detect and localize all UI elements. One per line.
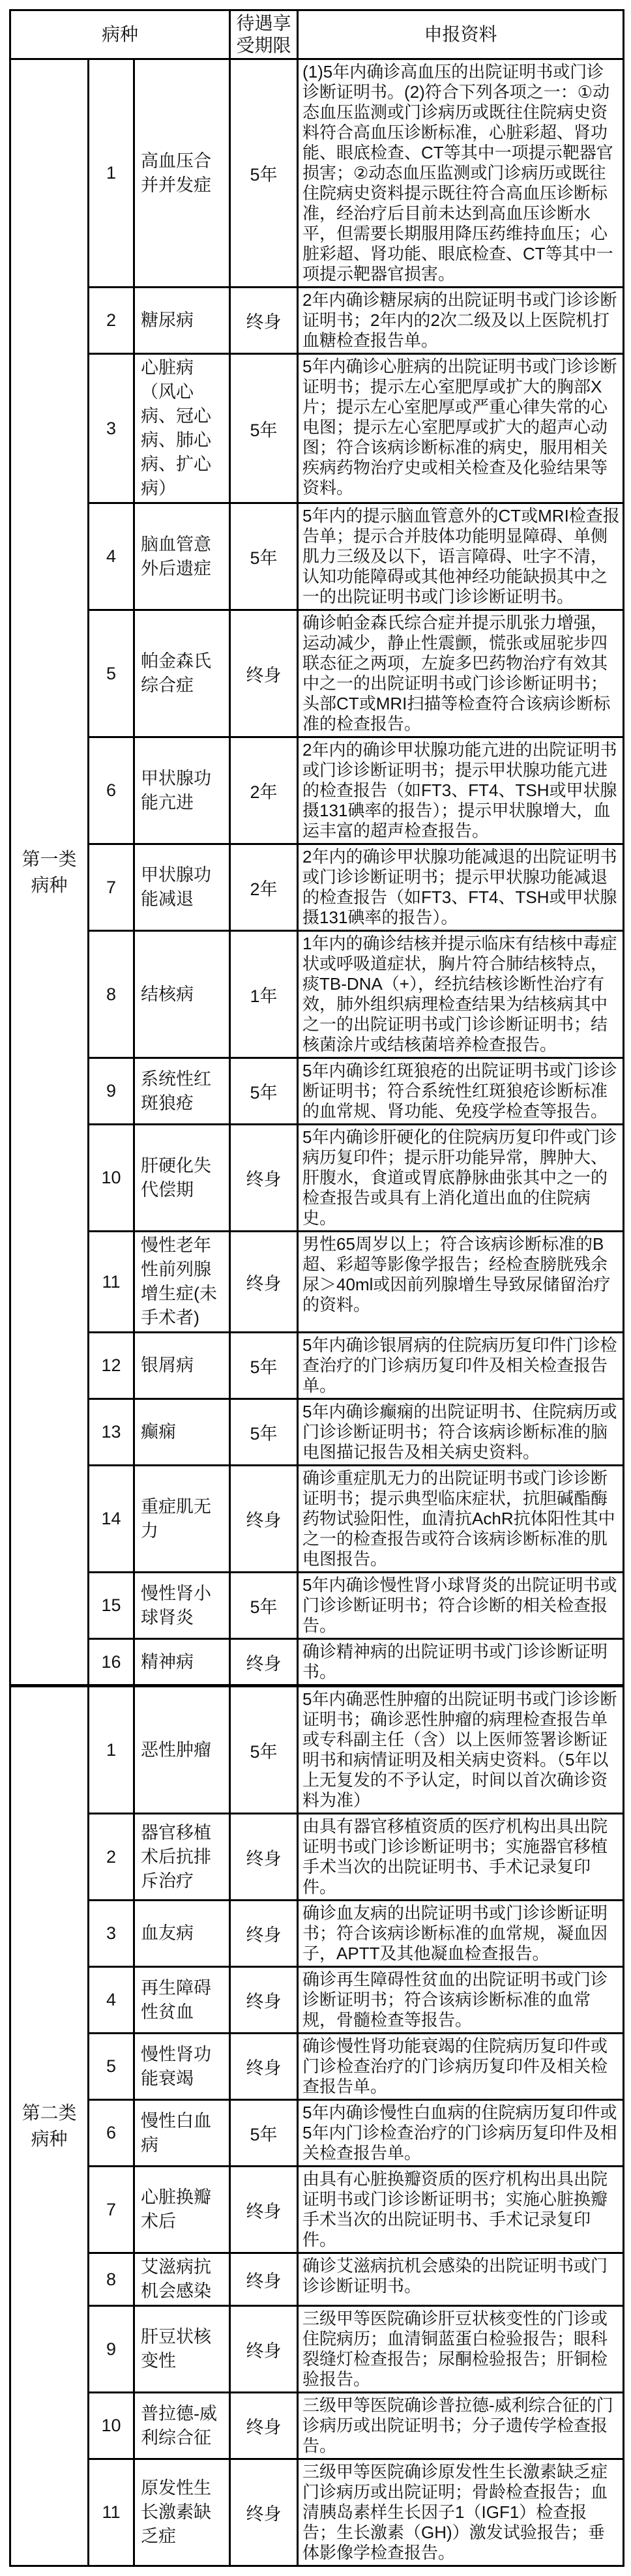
disease-name: 再生障碍性贫血	[134, 1967, 230, 2034]
header-benefit-period: 待遇享受期限	[230, 10, 298, 59]
benefit-period: 终身	[230, 2034, 298, 2100]
disease-name: 糖尿病	[134, 288, 230, 354]
benefit-period: 终身	[230, 2253, 298, 2306]
disease-name: 慢性老年性前列腺增生症(未手术者)	[134, 1232, 230, 1333]
row-number: 14	[89, 1466, 134, 1573]
category-cell	[10, 1686, 89, 2566]
row-number: 6	[89, 2100, 134, 2167]
disease-name: 慢性肾功能衰竭	[134, 2034, 230, 2100]
row-number: 9	[89, 1058, 134, 1125]
benefit-period: 终身	[230, 610, 298, 737]
row-number: 10	[89, 1125, 134, 1232]
application-material: 5年内的提示脑血管意外的CT或MRI检查报告单；提示合并肢体功能明显障碍、单侧肌力三级及以下，语言障碍、吐字不清，认知功能障碍或其他神经功能缺损其中之一的出院证明书或门诊诊断证明书。	[298, 503, 624, 610]
row-number: 1	[89, 1686, 134, 1814]
disease-name: 癫痫	[134, 1399, 230, 1466]
application-material: 确诊艾滋病抗机会感染的出院证明书或门诊诊断证明书。	[298, 2253, 624, 2306]
application-material: 5年内确诊癫痫的出院证明书、住院病历或门诊诊断证明书；符合该病诊断标准的脑电图描记报告及相关病史资料。	[298, 1399, 624, 1466]
table-row	[10, 354, 624, 503]
row-number: 4	[89, 1967, 134, 2034]
table-row	[10, 2253, 624, 2306]
application-material: 5年内确诊慢性白血病的住院病历复印件或5年内门诊检查治疗的门诊病历复印件及相关检查报告单。	[298, 2100, 624, 2167]
application-material: 由具有心脏换瓣资质的医疗机构出具出院证明书或门诊诊断证明书；实施心脏换瓣手术当次的出院证明书、手术记录复印件。	[298, 2167, 624, 2253]
table-row	[10, 610, 624, 737]
benefit-period: 终身	[230, 1967, 298, 2034]
row-number: 7	[89, 844, 134, 931]
table-row	[10, 2393, 624, 2459]
header-row	[10, 10, 624, 59]
disease-name: 慢性肾小球肾炎	[134, 1573, 230, 1639]
row-number: 11	[89, 2459, 134, 2566]
benefit-period: 5年	[230, 1333, 298, 1399]
row-number: 2	[89, 288, 134, 354]
benefit-period: 5年	[230, 1686, 298, 1814]
category-label: 第一类病种	[22, 848, 77, 895]
benefit-period: 5年	[230, 1573, 298, 1639]
disease-name: 银屑病	[134, 1333, 230, 1399]
table-row	[10, 288, 624, 354]
application-material: 1年内的确诊结核并提示临床有结核中毒症状或呼吸道症状，胸片符合肺结核特点，痰TB-DNA（+），经抗结核诊断性治疗有效，肺外组织病理检查结果为结核病其中之一的出院证明书或门诊诊断证明书；结核菌涂片或结核菌培养检查报告。	[298, 931, 624, 1058]
row-number: 8	[89, 2253, 134, 2306]
disease-table	[9, 9, 624, 2567]
disease-name: 精神病	[134, 1639, 230, 1686]
benefit-period: 5年	[230, 2100, 298, 2167]
disease-name: 艾滋病抗机会感染	[134, 2253, 230, 2306]
disease-name: 帕金森氏综合症	[134, 610, 230, 737]
row-number: 10	[89, 2393, 134, 2459]
disease-name: 甲状腺功能减退	[134, 844, 230, 931]
application-material: 确诊慢性肾功能衰竭的住院病历复印件或门诊检查治疗的门诊病历复印件及相关检查报告单。	[298, 2034, 624, 2100]
application-material: 5年内确诊银屑病的住院病历复印件门诊检查治疗的门诊病历复印件及相关检查报告单。	[298, 1333, 624, 1399]
disease-name: 普拉德-威利综合征	[134, 2393, 230, 2459]
disease-name: 甲状腺功能亢进	[134, 737, 230, 844]
row-number: 11	[89, 1232, 134, 1333]
table-row	[10, 931, 624, 1058]
benefit-period: 1年	[230, 931, 298, 1058]
benefit-period: 5年	[230, 59, 298, 288]
disease-name: 原发性生长激素缺乏症	[134, 2459, 230, 2566]
application-material: 三级甲等医院确诊肝豆状核变性的门诊或住院病历；血清铜蓝蛋白检验报告；眼科裂缝灯检查报告；尿酮检验报告；肝铜检验报告。	[298, 2306, 624, 2393]
table-row	[10, 1639, 624, 1686]
table-row	[10, 2034, 624, 2100]
application-material: (1)5年内确诊高血压的出院证明书或门诊诊断证明书。(2)符合下列各项之一：①动态血压监测或门诊病历或既往住院病史资料符合高血压诊断标准，心脏彩超、肾功能、眼底检查、CT等其中一项提示靶器官损害；②动态血压监测或门诊病历或既往住院病史资料提示既往符合高血压诊断标准，经治疗后目前未达到高血压诊断水平，但需要长期服用降压药维持血压；心脏彩超、肾功能、眼底检查、CT等其中一项提示靶器官损害。	[298, 59, 624, 288]
disease-name: 器官移植术后抗排斥治疗	[134, 1814, 230, 1901]
application-material: 2年内的确诊甲状腺功能减退的出院证明书或门诊诊断证明书；提示甲状腺功能减退的检查报告（如FT3、FT4、TSH或甲状腺摄131碘率的报告）。	[298, 844, 624, 931]
table-row	[10, 1125, 624, 1232]
disease-name: 心脏病（风心病、冠心病、肺心病、扩心病）	[134, 354, 230, 503]
benefit-period: 终身	[230, 1639, 298, 1686]
application-material: 5年内确诊肝硬化的住院病历复印件或门诊病历复印件；提示肝功能异常，脾肿大、肝腹水，食道或胃底静脉曲张其中之一的检查报告或具有上消化道出血的住院病史。	[298, 1125, 624, 1232]
benefit-period: 5年	[230, 354, 298, 503]
application-material: 确诊帕金森氏综合症并提示肌张力增强，运动减少，静止性震颤，慌张或屈驼步四联态征之两项，左旋多巴药物治疗有效其中之一的出院证明书或门诊诊断证明书；头部CT或MRI扫描等检查符合该病诊断标准的检查报告。	[298, 610, 624, 737]
table-row	[10, 737, 624, 844]
header-disease-group: 病种	[10, 10, 230, 59]
disease-name: 肝硬化失代偿期	[134, 1125, 230, 1232]
application-material: 5年内确诊心脏病的出院证明书或门诊诊断证明书；提示左心室肥厚或扩大的胸部X片；提示左心室肥厚或严重心律失常的心电图；提示左心室肥厚或扩大的超声心动图；符合该病诊断标准的病史，服用相关疾病药物治疗史或相关检查及化验结果等资料。	[298, 354, 624, 503]
application-material: 由具有器官移植资质的医疗机构出具出院证明书或门诊诊断证明书；实施器官移植手术当次的出院证明书、手术记录复印件。	[298, 1814, 624, 1901]
row-number: 8	[89, 931, 134, 1058]
benefit-period: 5年	[230, 503, 298, 610]
disease-name: 肝豆状核变性	[134, 2306, 230, 2393]
disease-name: 重症肌无力	[134, 1466, 230, 1573]
row-number: 1	[89, 59, 134, 288]
table-row	[10, 2459, 624, 2566]
row-number: 5	[89, 610, 134, 737]
table-row	[10, 1967, 624, 2034]
table-header	[10, 10, 624, 59]
benefit-period: 终身	[230, 1814, 298, 1901]
table-row	[10, 1901, 624, 1967]
benefit-period: 终身	[230, 2306, 298, 2393]
application-material: 确诊血友病的出院证明书或门诊诊断证明书；符合该病诊断标准的血常规，凝血因子，APTT及其他凝血检查报告。	[298, 1901, 624, 1967]
application-material: 男性65周岁以上；符合该病诊断标准的B超、彩超等影像学报告；经检查膀胱残余尿＞40ml或因前列腺增生导致尿储留治疗的资料。	[298, 1232, 624, 1333]
table-row	[10, 1399, 624, 1466]
benefit-period: 终身	[230, 2459, 298, 2566]
benefit-period: 终身	[230, 288, 298, 354]
application-material: 三级甲等医院确诊普拉德-威利综合征的门诊病历或出院证明书；分子遗传学检查报告。	[298, 2393, 624, 2459]
application-material: 确诊重症肌无力的出院证明书或门诊诊断证明书；提示典型临床症状，抗胆碱酯酶药物试验阳性，血清抗AchR抗体阳性其中之一的检查报告或符合该病诊断标准的肌电图报告。	[298, 1466, 624, 1573]
table-row	[10, 1466, 624, 1573]
disease-name: 结核病	[134, 931, 230, 1058]
benefit-period: 终身	[230, 1901, 298, 1967]
benefit-period: 终身	[230, 1232, 298, 1333]
row-number: 13	[89, 1399, 134, 1466]
table-row	[10, 1814, 624, 1901]
row-number: 3	[89, 354, 134, 503]
disease-name: 高血压合并并发症	[134, 59, 230, 288]
table-row	[10, 1333, 624, 1399]
table-row	[10, 59, 624, 288]
row-number: 15	[89, 1573, 134, 1639]
application-material: 2年内确诊糖尿病的出院证明书或门诊诊断证明书；2年内的2次二级及以上医院机打血糖检查报告单。	[298, 288, 624, 354]
row-number: 12	[89, 1333, 134, 1399]
row-number: 9	[89, 2306, 134, 2393]
application-material: 三级甲等医院确诊原发性生长激素缺乏症门诊病历或出院证明；骨龄检查报告；血清胰岛素样生长因子1（IGF1）检查报告；生长激素（GH)）激发试验报告；垂体影像学检查报告。	[298, 2459, 624, 2566]
table-row	[10, 844, 624, 931]
disease-name: 脑血管意外后遗症	[134, 503, 230, 610]
application-material: 5年内确诊红斑狼疮的出院证明书或门诊诊断证明书；符合系统性红斑狼疮诊断标准的血常规、肾功能、免疫学检查等报告。	[298, 1058, 624, 1125]
benefit-period: 终身	[230, 2167, 298, 2253]
row-number: 5	[89, 2034, 134, 2100]
table-row	[10, 1573, 624, 1639]
benefit-period: 2年	[230, 737, 298, 844]
disease-name: 心脏换瓣术后	[134, 2167, 230, 2253]
table-row	[10, 1058, 624, 1125]
category-label: 第二类病种	[22, 2103, 77, 2149]
application-material: 确诊精神病的出院证明书或门诊诊断证明书。	[298, 1639, 624, 1686]
disease-table-body	[10, 59, 624, 2566]
table-row	[10, 2167, 624, 2253]
row-number: 16	[89, 1639, 134, 1686]
row-number: 2	[89, 1814, 134, 1901]
table-row	[10, 2100, 624, 2167]
row-number: 7	[89, 2167, 134, 2253]
benefit-period: 终身	[230, 2393, 298, 2459]
disease-name: 血友病	[134, 1901, 230, 1967]
application-material: 2年内的确诊甲状腺功能亢进的出院证明书或门诊诊断证明书；提示甲状腺功能亢进的检查报告（如FT3、FT4、TSH或甲状腺摄131碘率的报告）；提示甲状腺增大，血运丰富的超声检查报告。	[298, 737, 624, 844]
disease-name: 系统性红斑狼疮	[134, 1058, 230, 1125]
disease-name: 恶性肿瘤	[134, 1686, 230, 1814]
row-number: 3	[89, 1901, 134, 1967]
application-material: 5年内确恶性肿瘤的出院证明书或门诊诊断证明书；确诊恶性肿瘤的病理检查报告单或专科副主任（含）以上医师签署诊断证明书和病情证明及相关病史资料。（5年以上无复发的不予认定，时间以首次确诊资料为准）	[298, 1686, 624, 1814]
table-row	[10, 2306, 624, 2393]
benefit-period: 5年	[230, 1399, 298, 1466]
row-number: 4	[89, 503, 134, 610]
benefit-period: 终身	[230, 1466, 298, 1573]
table-row	[10, 1232, 624, 1333]
benefit-period: 终身	[230, 1125, 298, 1232]
application-material: 确诊再生障碍性贫血的出院证明书或门诊诊断证明书；符合该病诊断标准的血常规，骨髓检查等报告。	[298, 1967, 624, 2034]
row-number: 6	[89, 737, 134, 844]
disease-name: 慢性白血病	[134, 2100, 230, 2167]
category-cell	[10, 59, 89, 1686]
header-application-material: 申报资料	[298, 10, 624, 59]
benefit-period: 2年	[230, 844, 298, 931]
benefit-period: 5年	[230, 1058, 298, 1125]
application-material: 5年内确诊慢性肾小球肾炎的出院证明书或门诊诊断证明书；符合诊断的相关检查报告。	[298, 1573, 624, 1639]
table-row	[10, 503, 624, 610]
table-row	[10, 1686, 624, 1814]
